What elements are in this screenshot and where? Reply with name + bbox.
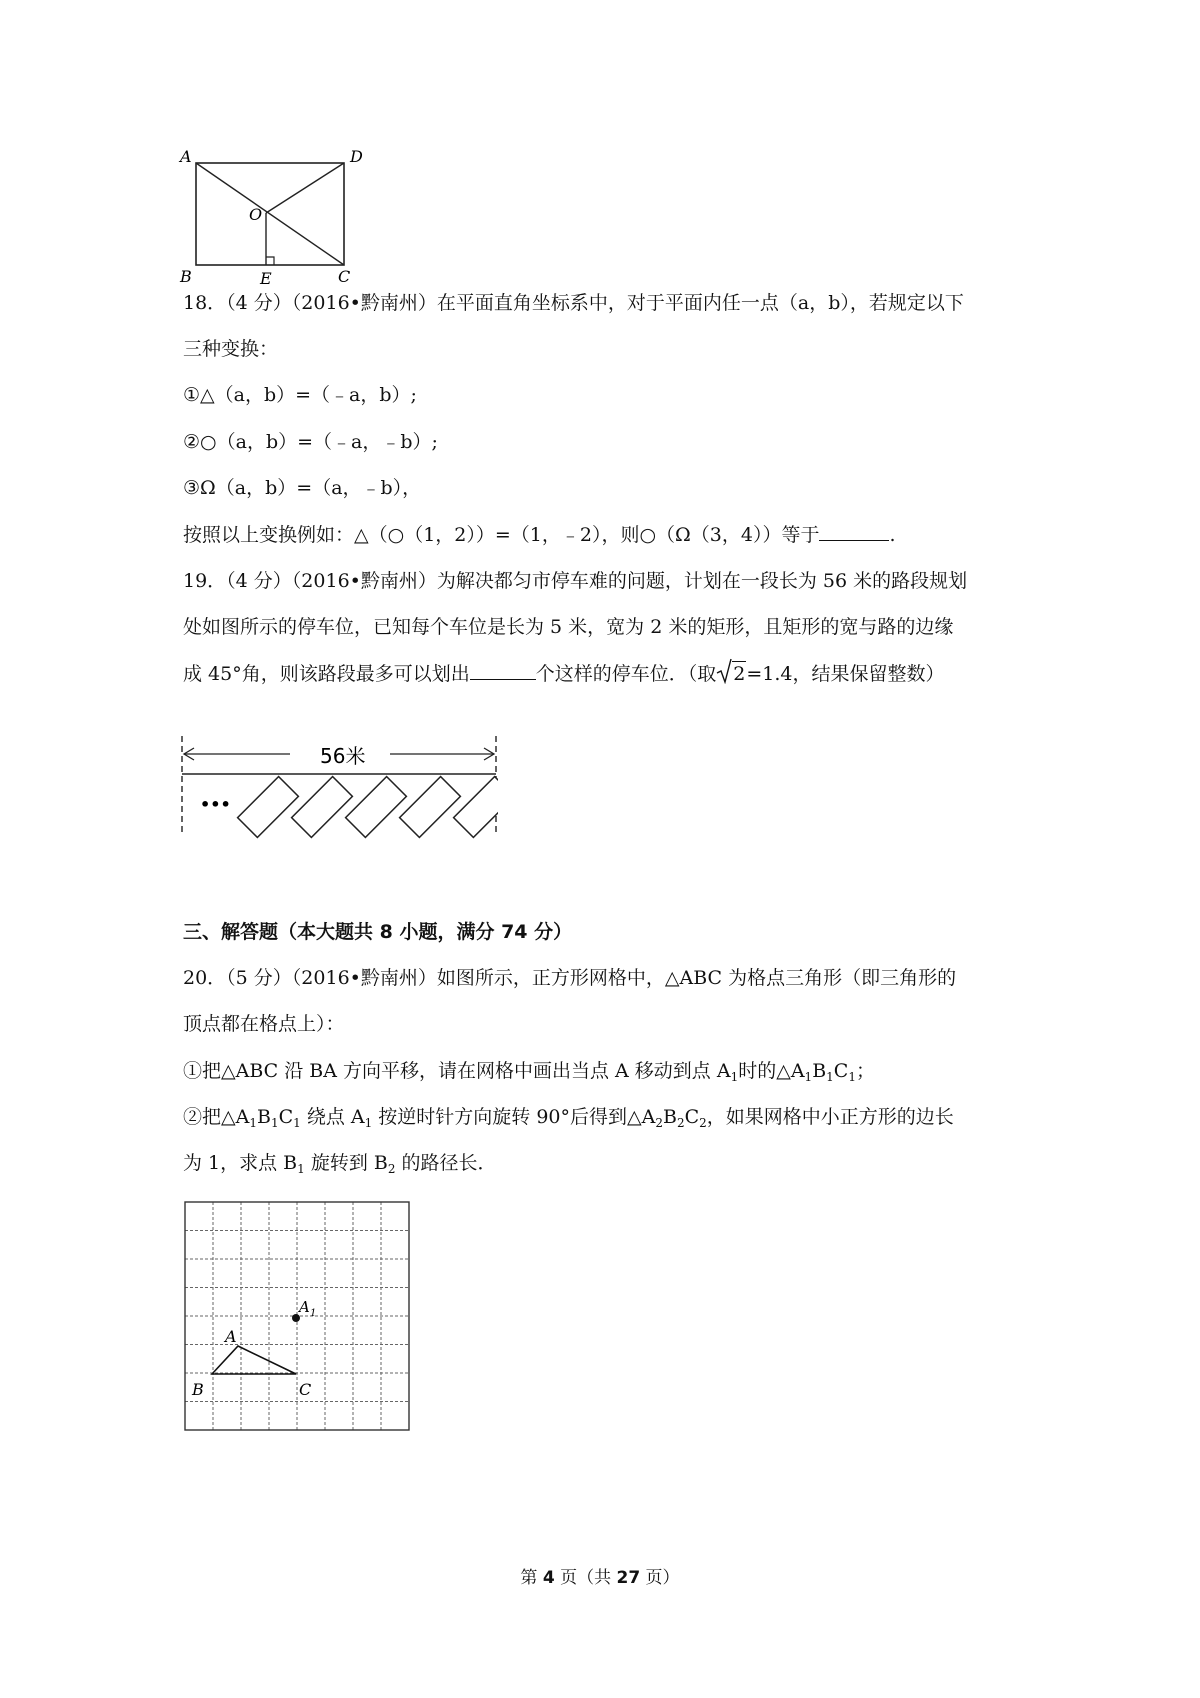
right-angle-mark (266, 257, 274, 265)
q19-line3 (183, 661, 944, 686)
q20-part3-text: 的路径长． (401, 1152, 497, 1174)
label-b: B (180, 267, 192, 285)
q19-line3-c: =1.4，结果保留整数） (746, 663, 945, 685)
q20-part1-text: 时的△A (738, 1060, 805, 1082)
q20-line2: 顶点都在格点上）： (183, 1013, 345, 1035)
subscript: 2 (699, 1116, 707, 1130)
q18-line1: 18．（4 分）（2016•黔南州）在平面直角坐标系中，对于平面内任一点（a，b），若规定以下 (183, 292, 964, 314)
length-label: 56米 (320, 744, 366, 768)
subscript: 2 (387, 1162, 396, 1176)
q20-part2-text: ②把△A (183, 1106, 250, 1128)
parking-space (346, 777, 407, 838)
subscript: 1 (364, 1116, 373, 1130)
label-c: C (338, 267, 351, 285)
label-o: O (249, 205, 263, 224)
parking-spaces (238, 777, 498, 838)
label-c: C (299, 1380, 312, 1399)
diagonal-ac (196, 163, 344, 265)
q20-part2-text: 绕点 A (306, 1106, 365, 1128)
q20-part1-text: ①把△ABC 沿 BA 方向平移，请在网格中画出当点 A 移动到点 A (183, 1060, 731, 1082)
subscript: 1 (804, 1070, 813, 1084)
footer-suffix: 页） (640, 1568, 680, 1588)
q20-part2-text: B (662, 1106, 677, 1128)
q20-part1 (183, 1059, 875, 1083)
label-a: A (180, 150, 192, 166)
subscript: 1 (293, 1116, 301, 1130)
label-a1: A (299, 1298, 310, 1316)
label-d: D (350, 150, 363, 166)
q18-example-end: . (889, 524, 896, 546)
footer-mid: 页（共 (554, 1568, 617, 1588)
parking-figure (178, 734, 498, 854)
q20-part2-text: C (684, 1106, 700, 1128)
answer-blank (819, 522, 889, 541)
q20-part2-text: B (256, 1106, 271, 1128)
sqrt-expression (716, 661, 746, 686)
label-a: A (225, 1327, 237, 1346)
parking-space (400, 777, 461, 838)
subscript: 2 (676, 1116, 685, 1130)
subscript: 1 (270, 1116, 279, 1130)
answer-blank (470, 661, 536, 680)
q18-line2: 三种变换： (183, 338, 279, 360)
grid-figure (183, 1200, 413, 1435)
sqrt-sign-icon (716, 658, 732, 684)
triangle-abc (212, 1346, 296, 1374)
q20-part1-text: B (812, 1060, 827, 1082)
q19-line3-b: 个这样的停车位．（取 (535, 663, 717, 685)
segment-do (266, 163, 344, 213)
subscript: 1 (297, 1162, 305, 1176)
q18-example-text: 按照以上变换例如：△（○（1，2））=（1，﹣2），则○（Ω（3，4））等于 (183, 524, 820, 546)
q20-part2-text: C (278, 1106, 294, 1128)
section-heading: 三、解答题（本大题共 8 小题，满分 74 分） (183, 921, 573, 943)
subscript: 1 (730, 1070, 739, 1084)
parking-space (292, 777, 353, 838)
label-b: B (192, 1380, 204, 1399)
subscript: 1 (249, 1116, 257, 1130)
q20-part3-text: 为 1，求点 B (183, 1152, 298, 1174)
q19-line1: 19．（4 分）（2016•黔南州）为解决都匀市停车难的问题，计划在一段长为 56 米的路段规划 (183, 570, 968, 592)
q18-rule1: ①△（a，b）=（﹣a，b）; (183, 384, 417, 406)
q20-part1-text: ； (855, 1060, 875, 1082)
footer-prefix: 第 (520, 1568, 543, 1588)
q20-part1-text: C (833, 1060, 849, 1082)
q20-part3-text: 旋转到 B (310, 1152, 388, 1174)
subscript: 1 (848, 1070, 856, 1084)
q18-rule2: ②○（a，b）=（﹣a，﹣b）; (183, 431, 438, 453)
parking-space (454, 777, 498, 838)
q19-line3-a: 成 45°角，则该路段最多可以划出 (183, 663, 470, 685)
q18-rule3: ③Ω（a，b）=（a，﹣b）， (183, 477, 422, 499)
page-footer (0, 1563, 1200, 1588)
page-total: 27 (616, 1568, 641, 1588)
page-number: 4 (542, 1568, 555, 1588)
rectangle-figure (178, 150, 368, 285)
parking-space (238, 777, 299, 838)
subscript: 2 (655, 1116, 663, 1130)
label-e: E (260, 269, 272, 285)
q19-line2: 处如图所示的停车位，已知每个车位是长为 5 米，宽为 2 米的矩形，且矩形的宽与路的边缘 (183, 616, 954, 638)
q20-part2-text: 按逆时针方向旋转 90°后得到△A (378, 1106, 656, 1128)
ellipsis-mark: ••• (200, 795, 231, 814)
q18-example (183, 522, 896, 547)
subscript: 1 (826, 1070, 834, 1084)
q20-line1: 20．（5 分）（2016•黔南州）如图所示，正方形网格中，△ABC 为格点三角形（即三角形的 (183, 967, 957, 989)
q20-part2 (183, 1105, 954, 1129)
label-a1-subscript: 1 (310, 1308, 317, 1319)
sqrt-radicand: 2 (733, 663, 746, 685)
q20-part2-text: ，如果网格中小正方形的边长 (706, 1106, 954, 1128)
q20-part3 (183, 1151, 497, 1175)
